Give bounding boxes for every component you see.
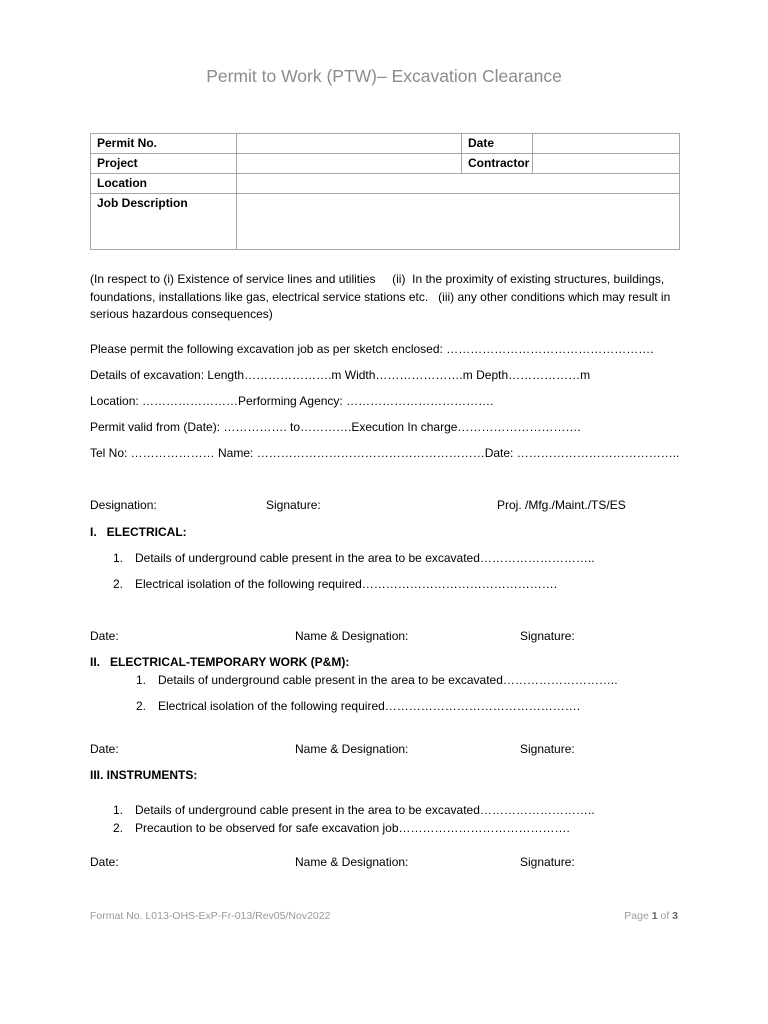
list-item-text: Precaution to be observed for safe excavation job…………………………………….	[135, 821, 570, 835]
location-label: Location	[91, 174, 237, 194]
signoff-signature-label: Signature:	[520, 742, 575, 756]
permit-no-field[interactable]	[237, 134, 462, 154]
signoff-signature-label: Signature:	[520, 855, 575, 869]
list-item	[113, 577, 557, 591]
list-item-number: 1.	[113, 803, 124, 817]
contractor-label: Contractor	[462, 154, 533, 174]
validity-line: Permit valid from (Date): ……………. to………….Execution In charge………………………….	[90, 420, 581, 434]
signoff-date-label: Date:	[90, 855, 119, 869]
page-of: of	[657, 910, 673, 922]
list-item-text: Details of underground cable present in the area to be excavated………………………..	[158, 673, 618, 687]
signoff-name-designation-label: Name & Designation:	[295, 855, 409, 869]
section-heading-electrical: I. ELECTRICAL:	[90, 525, 187, 539]
list-item-number: 1.	[113, 551, 124, 565]
project-label: Project	[91, 154, 237, 174]
date-field[interactable]	[533, 134, 680, 154]
signoff-date-label: Date:	[90, 742, 119, 756]
signoff-date-label: Date:	[90, 629, 119, 643]
format-number: Format No. L013-OHS-ExP-Fr-013/Rev05/Nov2022	[90, 910, 331, 922]
signoff-signature-label: Signature:	[520, 629, 575, 643]
list-item-number: 2.	[113, 577, 124, 591]
list-item-text: Details of underground cable present in the area to be excavated………………………..	[135, 803, 595, 817]
job-description-field[interactable]	[237, 194, 680, 250]
signoff-name-designation-label: Name & Designation:	[295, 742, 409, 756]
list-item-text: Electrical isolation of the following required………………………………………….	[135, 577, 558, 591]
job-description-label: Job Description	[91, 194, 237, 250]
list-item	[136, 699, 580, 713]
signature-label: Signature:	[266, 498, 321, 512]
list-item	[136, 673, 618, 687]
permit-info-table	[90, 133, 680, 250]
location-field[interactable]	[237, 174, 680, 194]
section-heading-electrical-temporary: II. ELECTRICAL-TEMPORARY WORK (P&M):	[90, 655, 350, 669]
page-title: Permit to Work (PTW)– Excavation Clearance	[206, 66, 562, 86]
list-item	[113, 821, 570, 835]
list-item	[113, 803, 595, 817]
designation-label: Designation:	[90, 498, 157, 512]
permit-request-line: Please permit the following excavation job as per sketch enclosed: …………………………………………….	[90, 342, 654, 356]
list-item	[113, 551, 595, 565]
list-item-text: Details of underground cable present in the area to be excavated………………………..	[135, 551, 595, 565]
page-total: 3	[672, 910, 678, 922]
page-current: 1	[651, 910, 658, 922]
list-item-number: 2.	[113, 821, 124, 835]
intro-paragraph: (In respect to (i) Existence of service lines and utilities (ii) In the proximity of existing structures, buildings, foundations, installations like gas, electrical service stations etc. (iii) any other conditions which may result in serious hazardous consequences)	[90, 272, 671, 321]
section-heading-instruments: III. INSTRUMENTS:	[90, 768, 198, 782]
departments-label: Proj. /Mfg./Maint./TS/ES	[497, 498, 626, 512]
list-item-number: 1.	[136, 673, 147, 687]
page-prefix: Page	[624, 910, 652, 922]
permit-no-label: Permit No.	[91, 134, 237, 154]
signoff-name-designation-label: Name & Designation:	[295, 629, 409, 643]
list-item-number: 2.	[136, 699, 147, 713]
excavation-details-line: Details of excavation: Length………………….m Width………………….m Depth………………m	[90, 368, 591, 382]
list-item-text: Electrical isolation of the following required………………………………………….	[158, 699, 581, 713]
location-agency-line: Location: ……………………Performing Agency: ……………………………….	[90, 394, 494, 408]
contact-line: Tel No: ………………… Name: …………………………………………………Date: …………………………………..	[90, 446, 680, 460]
date-label: Date	[462, 134, 533, 154]
page-number	[624, 910, 678, 922]
project-field[interactable]	[237, 154, 462, 174]
contractor-field[interactable]	[533, 154, 680, 174]
